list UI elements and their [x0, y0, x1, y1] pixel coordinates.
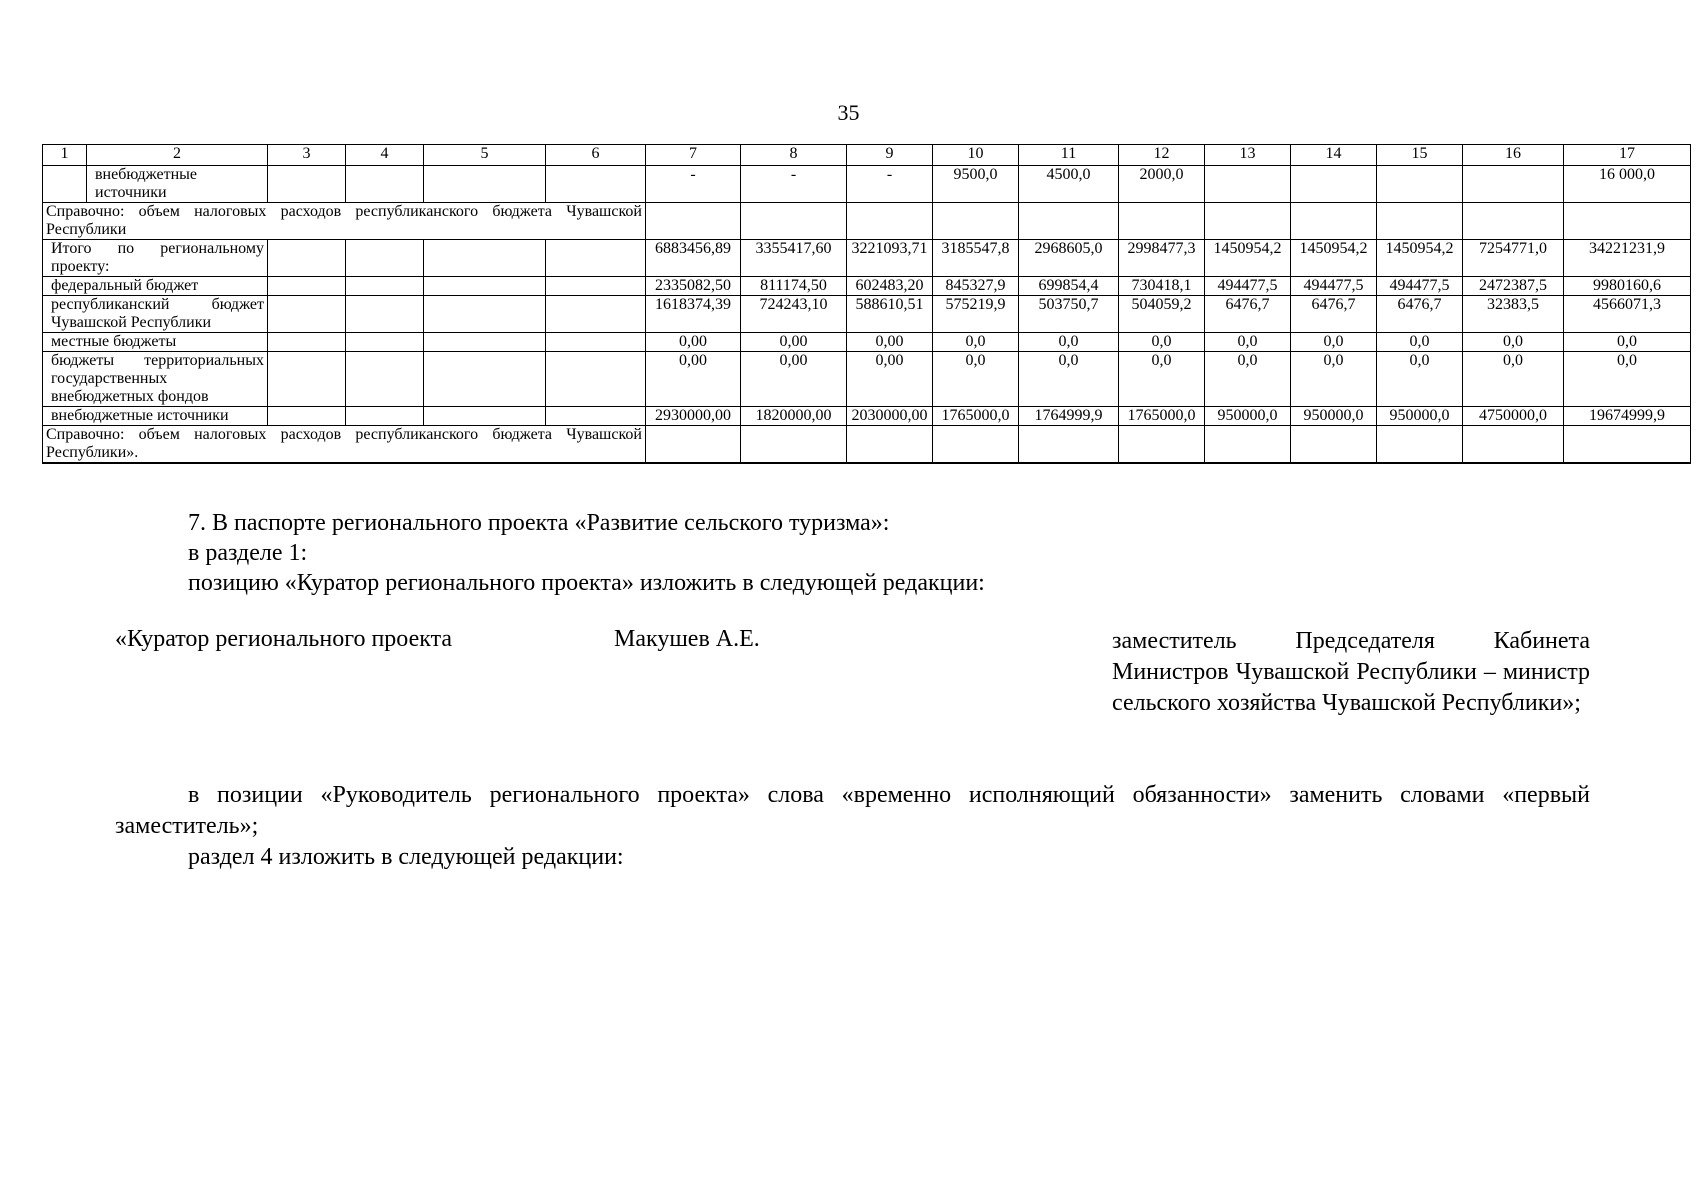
value-cell: 0,00 [741, 352, 847, 407]
column-header: 10 [933, 145, 1019, 166]
value-cell: 6476,7 [1377, 296, 1463, 333]
row-label: федеральный бюджет [43, 277, 268, 296]
empty-cell [346, 240, 424, 277]
value-cell: 0,0 [1291, 352, 1377, 407]
value-cell: 0,0 [1564, 352, 1691, 407]
empty-cell [646, 203, 741, 240]
value-cell: 494477,5 [1377, 277, 1463, 296]
empty-cell [1564, 203, 1691, 240]
page-number: 35 [837, 100, 860, 125]
value-cell: 0,0 [1205, 333, 1291, 352]
column-header: 4 [346, 145, 424, 166]
value-cell: 1764999,9 [1019, 407, 1119, 426]
column-header: 8 [741, 145, 847, 166]
value-cell: 6883456,89 [646, 240, 741, 277]
empty-cell [424, 296, 546, 333]
value-cell: 575219,9 [933, 296, 1019, 333]
value-cell: 503750,7 [1019, 296, 1119, 333]
empty-cell [847, 203, 933, 240]
empty-cell [1019, 203, 1119, 240]
curator-title: «Куратор регионального проекта [115, 626, 453, 652]
column-header: 16 [1463, 145, 1564, 166]
value-cell: 2000,0 [1119, 166, 1205, 203]
empty-cell [1463, 203, 1564, 240]
value-cell: 4566071,3 [1564, 296, 1691, 333]
column-header: 9 [847, 145, 933, 166]
table-row [43, 277, 1691, 296]
empty-cell [424, 407, 546, 426]
row-label: Итого по региональному проекту: [43, 240, 268, 277]
table-row [43, 240, 1691, 277]
value-cell: 0,0 [1291, 333, 1377, 352]
empty-cell [424, 333, 546, 352]
value-cell: 845327,9 [933, 277, 1019, 296]
column-header: 7 [646, 145, 741, 166]
empty-cell [268, 166, 346, 203]
row-label: местные бюджеты [43, 333, 268, 352]
value-cell: 602483,20 [847, 277, 933, 296]
value-cell [1291, 166, 1377, 203]
empty-cell [268, 277, 346, 296]
empty-cell [346, 277, 424, 296]
value-cell: 16 000,0 [1564, 166, 1691, 203]
empty-cell [546, 352, 646, 407]
column-header: 12 [1119, 145, 1205, 166]
empty-cell [424, 166, 546, 203]
empty-cell [546, 240, 646, 277]
value-cell: 699854,4 [1019, 277, 1119, 296]
value-cell: 494477,5 [1291, 277, 1377, 296]
value-cell: 0,0 [933, 352, 1019, 407]
empty-cell [268, 407, 346, 426]
value-cell: 2998477,3 [1119, 240, 1205, 277]
empty-cell [1205, 426, 1291, 464]
empty-cell [424, 277, 546, 296]
row-label: внебюджетные источники [87, 166, 268, 203]
value-cell: 3221093,71 [847, 240, 933, 277]
value-cell: 9500,0 [933, 166, 1019, 203]
value-cell: 2968605,0 [1019, 240, 1119, 277]
column-header: 15 [1377, 145, 1463, 166]
empty-cell [546, 166, 646, 203]
empty-cell [1205, 203, 1291, 240]
value-cell [1377, 166, 1463, 203]
section-1-line: в разделе 1: [188, 540, 308, 566]
value-cell: 4500,0 [1019, 166, 1119, 203]
empty-cell [268, 352, 346, 407]
value-cell: 0,0 [1019, 333, 1119, 352]
value-cell: 9980160,6 [1564, 277, 1691, 296]
value-cell: 588610,51 [847, 296, 933, 333]
column-header: 14 [1291, 145, 1377, 166]
value-cell: 19674999,9 [1564, 407, 1691, 426]
empty-cell [1377, 426, 1463, 464]
empty-cell [741, 203, 847, 240]
column-header: 13 [1205, 145, 1291, 166]
reference-note: Справочно: объем налоговых расходов республиканского бюджета Чувашской Республики». [43, 426, 646, 464]
reference-row [43, 426, 1691, 464]
value-cell: 0,00 [847, 333, 933, 352]
empty-cell [346, 296, 424, 333]
empty-cell [847, 426, 933, 464]
value-cell: - [741, 166, 847, 203]
table-row [43, 407, 1691, 426]
table-header-row [43, 145, 1691, 166]
value-cell: 2930000,00 [646, 407, 741, 426]
value-cell: 0,0 [1377, 352, 1463, 407]
value-cell: 950000,0 [1377, 407, 1463, 426]
column-header: 3 [268, 145, 346, 166]
curator-position-line: позицию «Куратор регионального проекта» изложить в следующей редакции: [188, 570, 985, 596]
value-cell: 1820000,00 [741, 407, 847, 426]
value-cell: 32383,5 [1463, 296, 1564, 333]
value-cell: 0,0 [1205, 352, 1291, 407]
curator-position: заместитель Председателя Кабинета Министров Чувашской Республики – министр сельского хозяйства Чувашской Республики»; [1112, 628, 1590, 716]
empty-cell [1291, 426, 1377, 464]
value-cell: 1765000,0 [1119, 407, 1205, 426]
empty-cell [546, 333, 646, 352]
value-cell: 2472387,5 [1463, 277, 1564, 296]
table-row [43, 296, 1691, 333]
empty-cell [1377, 203, 1463, 240]
value-cell: 950000,0 [1205, 407, 1291, 426]
value-cell: 6476,7 [1205, 296, 1291, 333]
curator-name: Макушев А.Е. [614, 626, 760, 652]
value-cell: 6476,7 [1291, 296, 1377, 333]
value-cell: 1765000,0 [933, 407, 1019, 426]
value-cell: 0,0 [1119, 352, 1205, 407]
value-cell: 0,0 [1463, 333, 1564, 352]
value-cell: 3355417,60 [741, 240, 847, 277]
empty-cell [346, 352, 424, 407]
value-cell: 0,00 [741, 333, 847, 352]
empty-cell [933, 203, 1019, 240]
empty-cell [546, 296, 646, 333]
empty-cell [424, 352, 546, 407]
empty-cell [1564, 426, 1691, 464]
table-row [43, 352, 1691, 407]
row-label: внебюджетные источники [43, 407, 268, 426]
column-header: 5 [424, 145, 546, 166]
value-cell: 0,00 [847, 352, 933, 407]
value-cell: 1618374,39 [646, 296, 741, 333]
empty-cell [1119, 203, 1205, 240]
value-cell: 1450954,2 [1377, 240, 1463, 277]
value-cell: 34221231,9 [1564, 240, 1691, 277]
value-cell: 4750000,0 [1463, 407, 1564, 426]
leader-paragraph: в позиции «Руководитель регионального проекта» слова «временно исполняющий обязанности» заменить словами «первый заместитель»; [115, 782, 1590, 839]
empty-cell [546, 277, 646, 296]
value-cell: 724243,10 [741, 296, 847, 333]
empty-cell [346, 333, 424, 352]
empty-cell [43, 166, 87, 203]
empty-cell [646, 426, 741, 464]
value-cell: 0,0 [1019, 352, 1119, 407]
empty-cell [424, 240, 546, 277]
empty-cell [1291, 203, 1377, 240]
value-cell: 730418,1 [1119, 277, 1205, 296]
empty-cell [1119, 426, 1205, 464]
budget-table [42, 144, 1691, 464]
value-cell: 1450954,2 [1205, 240, 1291, 277]
column-header: 6 [546, 145, 646, 166]
value-cell: 1450954,2 [1291, 240, 1377, 277]
empty-cell [1019, 426, 1119, 464]
section-4-line: раздел 4 изложить в следующей редакции: [188, 844, 624, 870]
empty-cell [933, 426, 1019, 464]
value-cell: 0,0 [1119, 333, 1205, 352]
value-cell: 950000,0 [1291, 407, 1377, 426]
column-header: 2 [87, 145, 268, 166]
empty-cell [268, 296, 346, 333]
value-cell: 0,0 [1377, 333, 1463, 352]
column-header: 11 [1019, 145, 1119, 166]
empty-cell [1463, 426, 1564, 464]
value-cell: 504059,2 [1119, 296, 1205, 333]
empty-cell [546, 407, 646, 426]
empty-cell [346, 407, 424, 426]
value-cell: 2335082,50 [646, 277, 741, 296]
empty-cell [741, 426, 847, 464]
value-cell: 0,0 [933, 333, 1019, 352]
value-cell: 0,00 [646, 333, 741, 352]
value-cell: - [847, 166, 933, 203]
value-cell [1205, 166, 1291, 203]
empty-cell [268, 333, 346, 352]
reference-note: Справочно: объем налоговых расходов республиканского бюджета Чувашской Республики [43, 203, 646, 240]
value-cell [1463, 166, 1564, 203]
value-cell: 811174,50 [741, 277, 847, 296]
column-header: 1 [43, 145, 87, 166]
value-cell: 494477,5 [1205, 277, 1291, 296]
value-cell: - [646, 166, 741, 203]
reference-row [43, 203, 1691, 240]
value-cell: 0,0 [1564, 333, 1691, 352]
value-cell: 2030000,00 [847, 407, 933, 426]
table-row [43, 333, 1691, 352]
value-cell: 3185547,8 [933, 240, 1019, 277]
column-header: 17 [1564, 145, 1691, 166]
value-cell: 0,0 [1463, 352, 1564, 407]
table-row [43, 166, 1691, 203]
value-cell: 7254771,0 [1463, 240, 1564, 277]
item-7-heading: 7. В паспорте регионального проекта «Развитие сельского туризма»: [188, 510, 890, 536]
row-label: бюджеты территориальных государственных внебюджетных фондов [43, 352, 268, 407]
empty-cell [346, 166, 424, 203]
value-cell: 0,00 [646, 352, 741, 407]
empty-cell [268, 240, 346, 277]
row-label: республиканский бюджет Чувашской Республики [43, 296, 268, 333]
